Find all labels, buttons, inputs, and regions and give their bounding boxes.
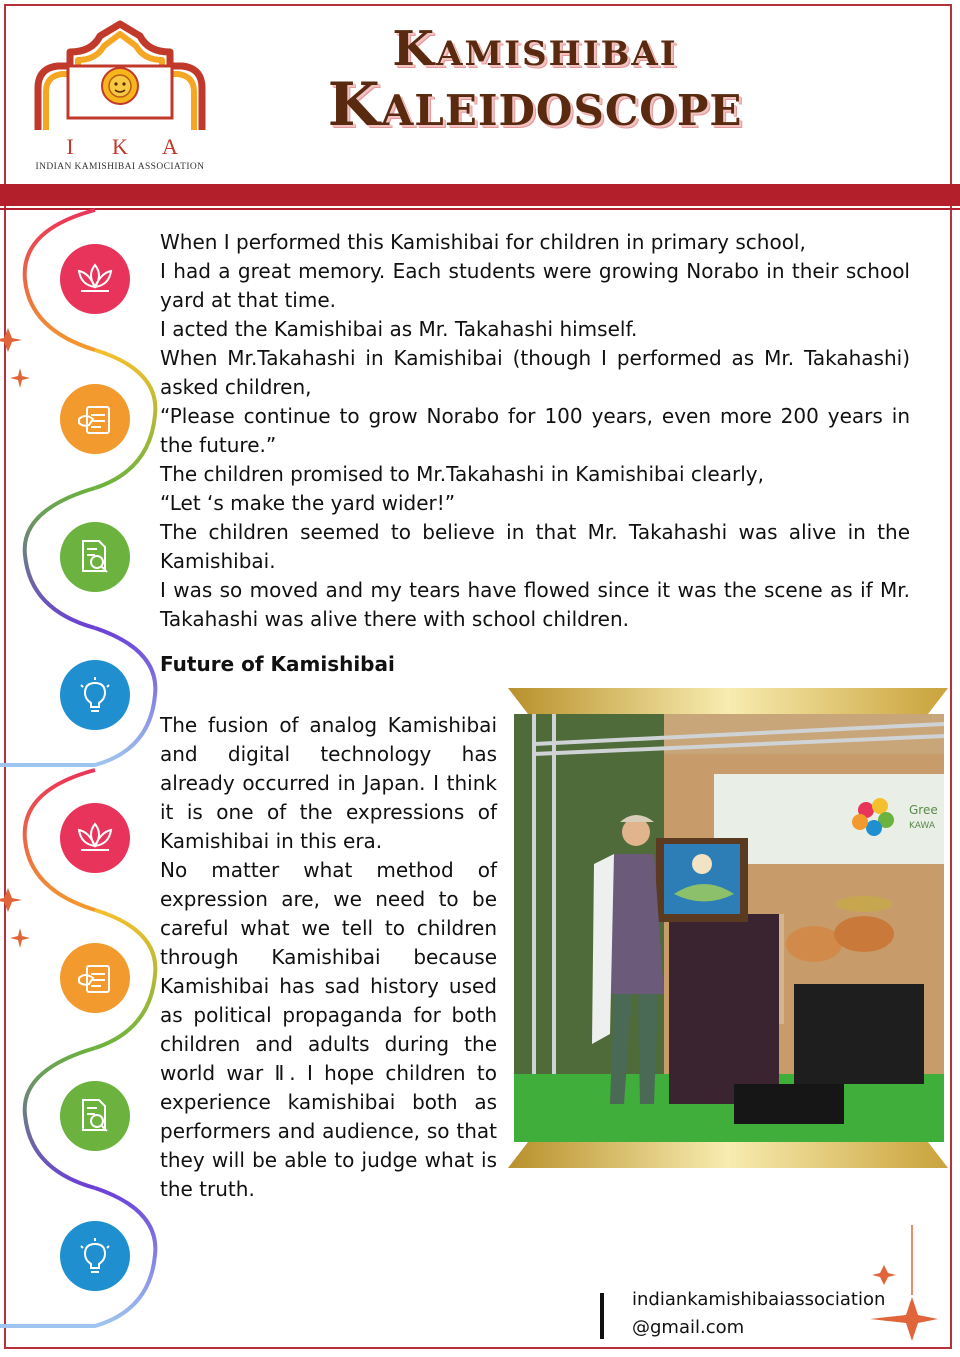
logo-subtitle: INDIAN KAMISHIBAI ASSOCIATION xyxy=(35,162,205,172)
document-search-icon xyxy=(60,522,130,592)
handshake-icon xyxy=(60,943,130,1013)
banner-text: Gree xyxy=(909,803,938,817)
future-text xyxy=(160,711,497,1204)
performance-photo-frame xyxy=(508,688,948,1168)
lotus-icon xyxy=(60,244,130,314)
future-paragraph: No matter what method of expression are, we need to be careful what we tell to children through Kamishibai because Kamishibai has sad history used as political propaganda for both children and adults during the world war Ⅱ. I hope children to experience kamishibai both as performers and audience, so that they will be able to judge what is the truth. xyxy=(160,858,497,1201)
section-heading: Future of Kamishibai xyxy=(160,652,395,676)
story-paragraph: I had a great memory. Each students were growing Norabo in their school yard at that time. xyxy=(160,259,910,312)
story-paragraph: “Please continue to grow Norabo for 100 years, even more 200 years in the future.” xyxy=(160,404,910,457)
story-paragraph: I was so moved and my tears have flowed since it was the scene as if Mr. Takahashi was alive there with school children. xyxy=(160,578,910,631)
contact-email xyxy=(632,1286,885,1342)
contact-divider xyxy=(600,1293,604,1339)
document-search-icon xyxy=(60,1081,130,1151)
logo-letter-k: K xyxy=(112,134,128,159)
logo-letter-a: A xyxy=(162,134,178,159)
email-line-1: indiankamishibaiassociation xyxy=(632,1289,886,1310)
ika-logo xyxy=(30,18,210,178)
page-title xyxy=(320,21,750,141)
story-paragraph: When Mr.Takahashi in Kamishibai (though I performed as Mr. Takahashi) asked children, xyxy=(160,346,910,399)
story-paragraph: The children seemed to believe in that Mr. Takahashi was alive in the Kamishibai. xyxy=(160,520,910,573)
banner-text: KAWA xyxy=(909,821,935,831)
decorative-arc-column xyxy=(0,200,170,1340)
sun-icon xyxy=(102,68,138,104)
story-text xyxy=(160,228,910,634)
lightbulb-icon xyxy=(60,1221,130,1291)
email-line-2: @gmail.com xyxy=(632,1317,745,1338)
lotus-icon xyxy=(60,803,130,873)
story-paragraph: I acted the Kamishibai as Mr. Takahashi himself. xyxy=(160,317,638,341)
gold-bar-bottom xyxy=(508,1142,948,1168)
story-paragraph: The children promised to Mr.Takahashi in Kamishibai clearly, xyxy=(160,462,764,486)
handshake-icon xyxy=(60,384,130,454)
title-line-2: Kaleidoscope xyxy=(327,70,743,141)
logo-letter-i: I xyxy=(66,134,74,159)
story-paragraph: When I performed this Kamishibai for children in primary school, xyxy=(160,230,806,254)
gold-bar-top xyxy=(508,688,948,714)
performance-photo xyxy=(514,714,944,1142)
sparkle-icon xyxy=(0,328,30,948)
future-paragraph: The fusion of analog Kamishibai and digital technology has already occurred in Japan. I think it is one of the expressions of Kamishibai in this era. xyxy=(160,713,497,853)
lightbulb-icon xyxy=(60,660,130,730)
sparkle-icon xyxy=(860,1225,960,1357)
story-paragraph: “Let ‘s make the yard wider!” xyxy=(160,491,456,515)
title-line-1: Kamishibai xyxy=(392,21,678,77)
